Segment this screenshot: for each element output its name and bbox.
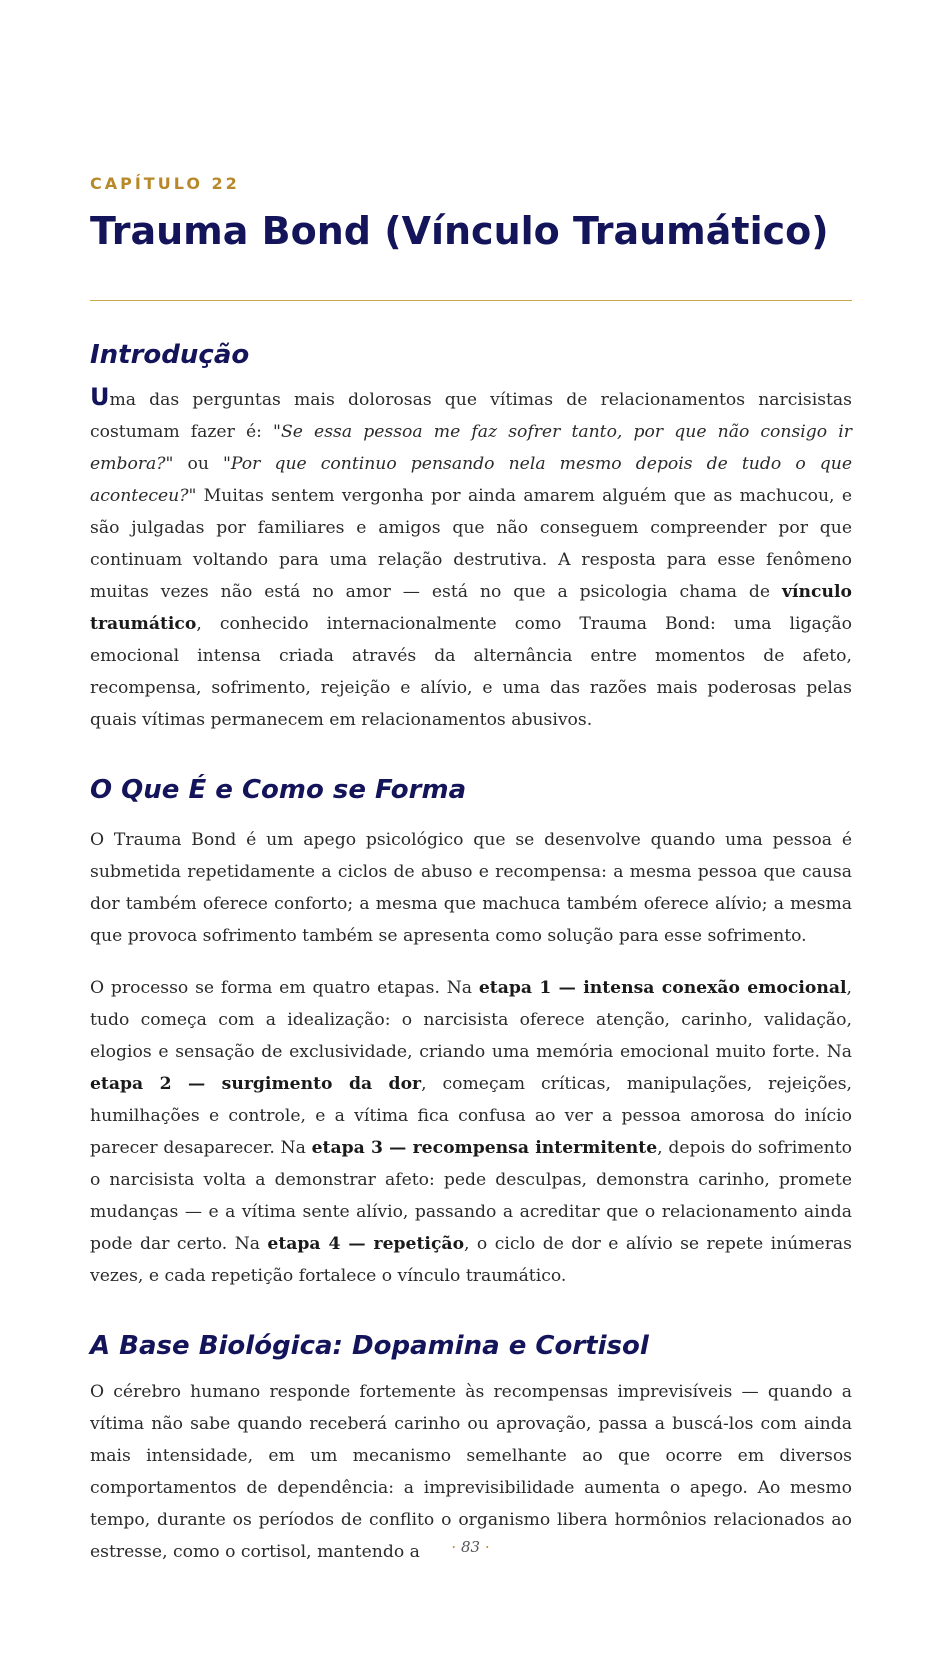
chapter-title: Trauma Bond (Vínculo Traumático)	[90, 209, 829, 253]
forma-paragraph-1: O Trauma Bond é um apego psicológico que se desenvolve quando uma pessoa é submetida repetidamente a ciclos de abuso e recompensa: a mesma pessoa que causa dor também oferece conforto; a mesma que machuca também oferece alívio; a mesma que provoca sofrimento também se apresenta como solução para esse sofrimento.	[90, 830, 852, 946]
forma-paragraph-2: O processo se forma em quatro etapas. Na etapa 1 — intensa conexão emocional, tudo começa com a idealização: o narcisista oferece atenção, carinho, validação, elogios e sensação de exclusividade, criando uma memória emocional muito forte. Na etapa 2 — surgimento da dor, começam críticas, manipulações, rejeições, humilhações e controle, e a vítima fica confusa ao ver a pessoa amorosa do início parecer desaparecer. Na etapa 3 — recompensa intermitente, depois do sofrimento o narcisista volta a demonstrar afeto: pede desculpas, demonstra carinho, promete mudanças — e a vítima sente alívio, passando a acreditar que o relacionamento ainda pode dar certo. Na etapa 4 — repetição, o ciclo de dor e alívio se repete inúmeras vezes, e cada repetição fortalece o vínculo traumático.	[90, 978, 852, 1286]
drop-cap: U	[90, 383, 110, 411]
intro-paragraph: Uma das perguntas mais dolorosas que vítimas de relacionamentos narcisistas costumam fazer é: "Se essa pessoa me faz sofrer tanto, por que não consigo ir embora?" ou "Por que continuo pensando nela mesmo depois de tudo o que aconteceu?" Muitas sentem vergonha por ainda amarem alguém que as machucou, e são julgadas por familiares e amigos que não conseguem compreender por que continuam voltando para uma relação destrutiva. A resposta para esse fenômeno muitas vezes não está no amor — está no que a psicologia chama de vínculo traumático, conhecido internacionalmente como Trauma Bond: uma ligação emocional intensa criada através da alternância entre momentos de afeto, recompensa, sofrimento, rejeição e alívio, e uma das razões mais poderosas pelas quais vítimas permanecem em relacionamentos abusivos.	[90, 383, 852, 730]
section-heading-forma: O Que É e Como se Forma	[90, 775, 467, 805]
chapter-label: CAPÍTULO 22	[90, 174, 240, 193]
section-heading-intro: Introdução	[90, 340, 250, 370]
title-divider	[90, 300, 852, 301]
page-number: 83	[460, 1538, 481, 1556]
page-content	[90, 172, 852, 1568]
footer-dot-left: ·	[451, 1538, 457, 1556]
page-footer	[0, 1538, 941, 1556]
footer-dot-right: ·	[484, 1538, 490, 1556]
section-heading-base: A Base Biológica: Dopamina e Cortisol	[90, 1331, 649, 1361]
base-paragraph-1: O cérebro humano responde fortemente às recompensas imprevisíveis — quando a vítima não sabe quando receberá carinho ou aprovação, passa a buscá-los com ainda mais intensidade, em um mecanismo semelhante ao que ocorre em diversos comportamentos de dependência: a imprevisibilidade aumenta o apego. Ao mesmo tempo, durante os períodos de conflito o organismo libera hormônios relacionados ao estresse, como o cortisol, mantendo a	[90, 1382, 852, 1562]
